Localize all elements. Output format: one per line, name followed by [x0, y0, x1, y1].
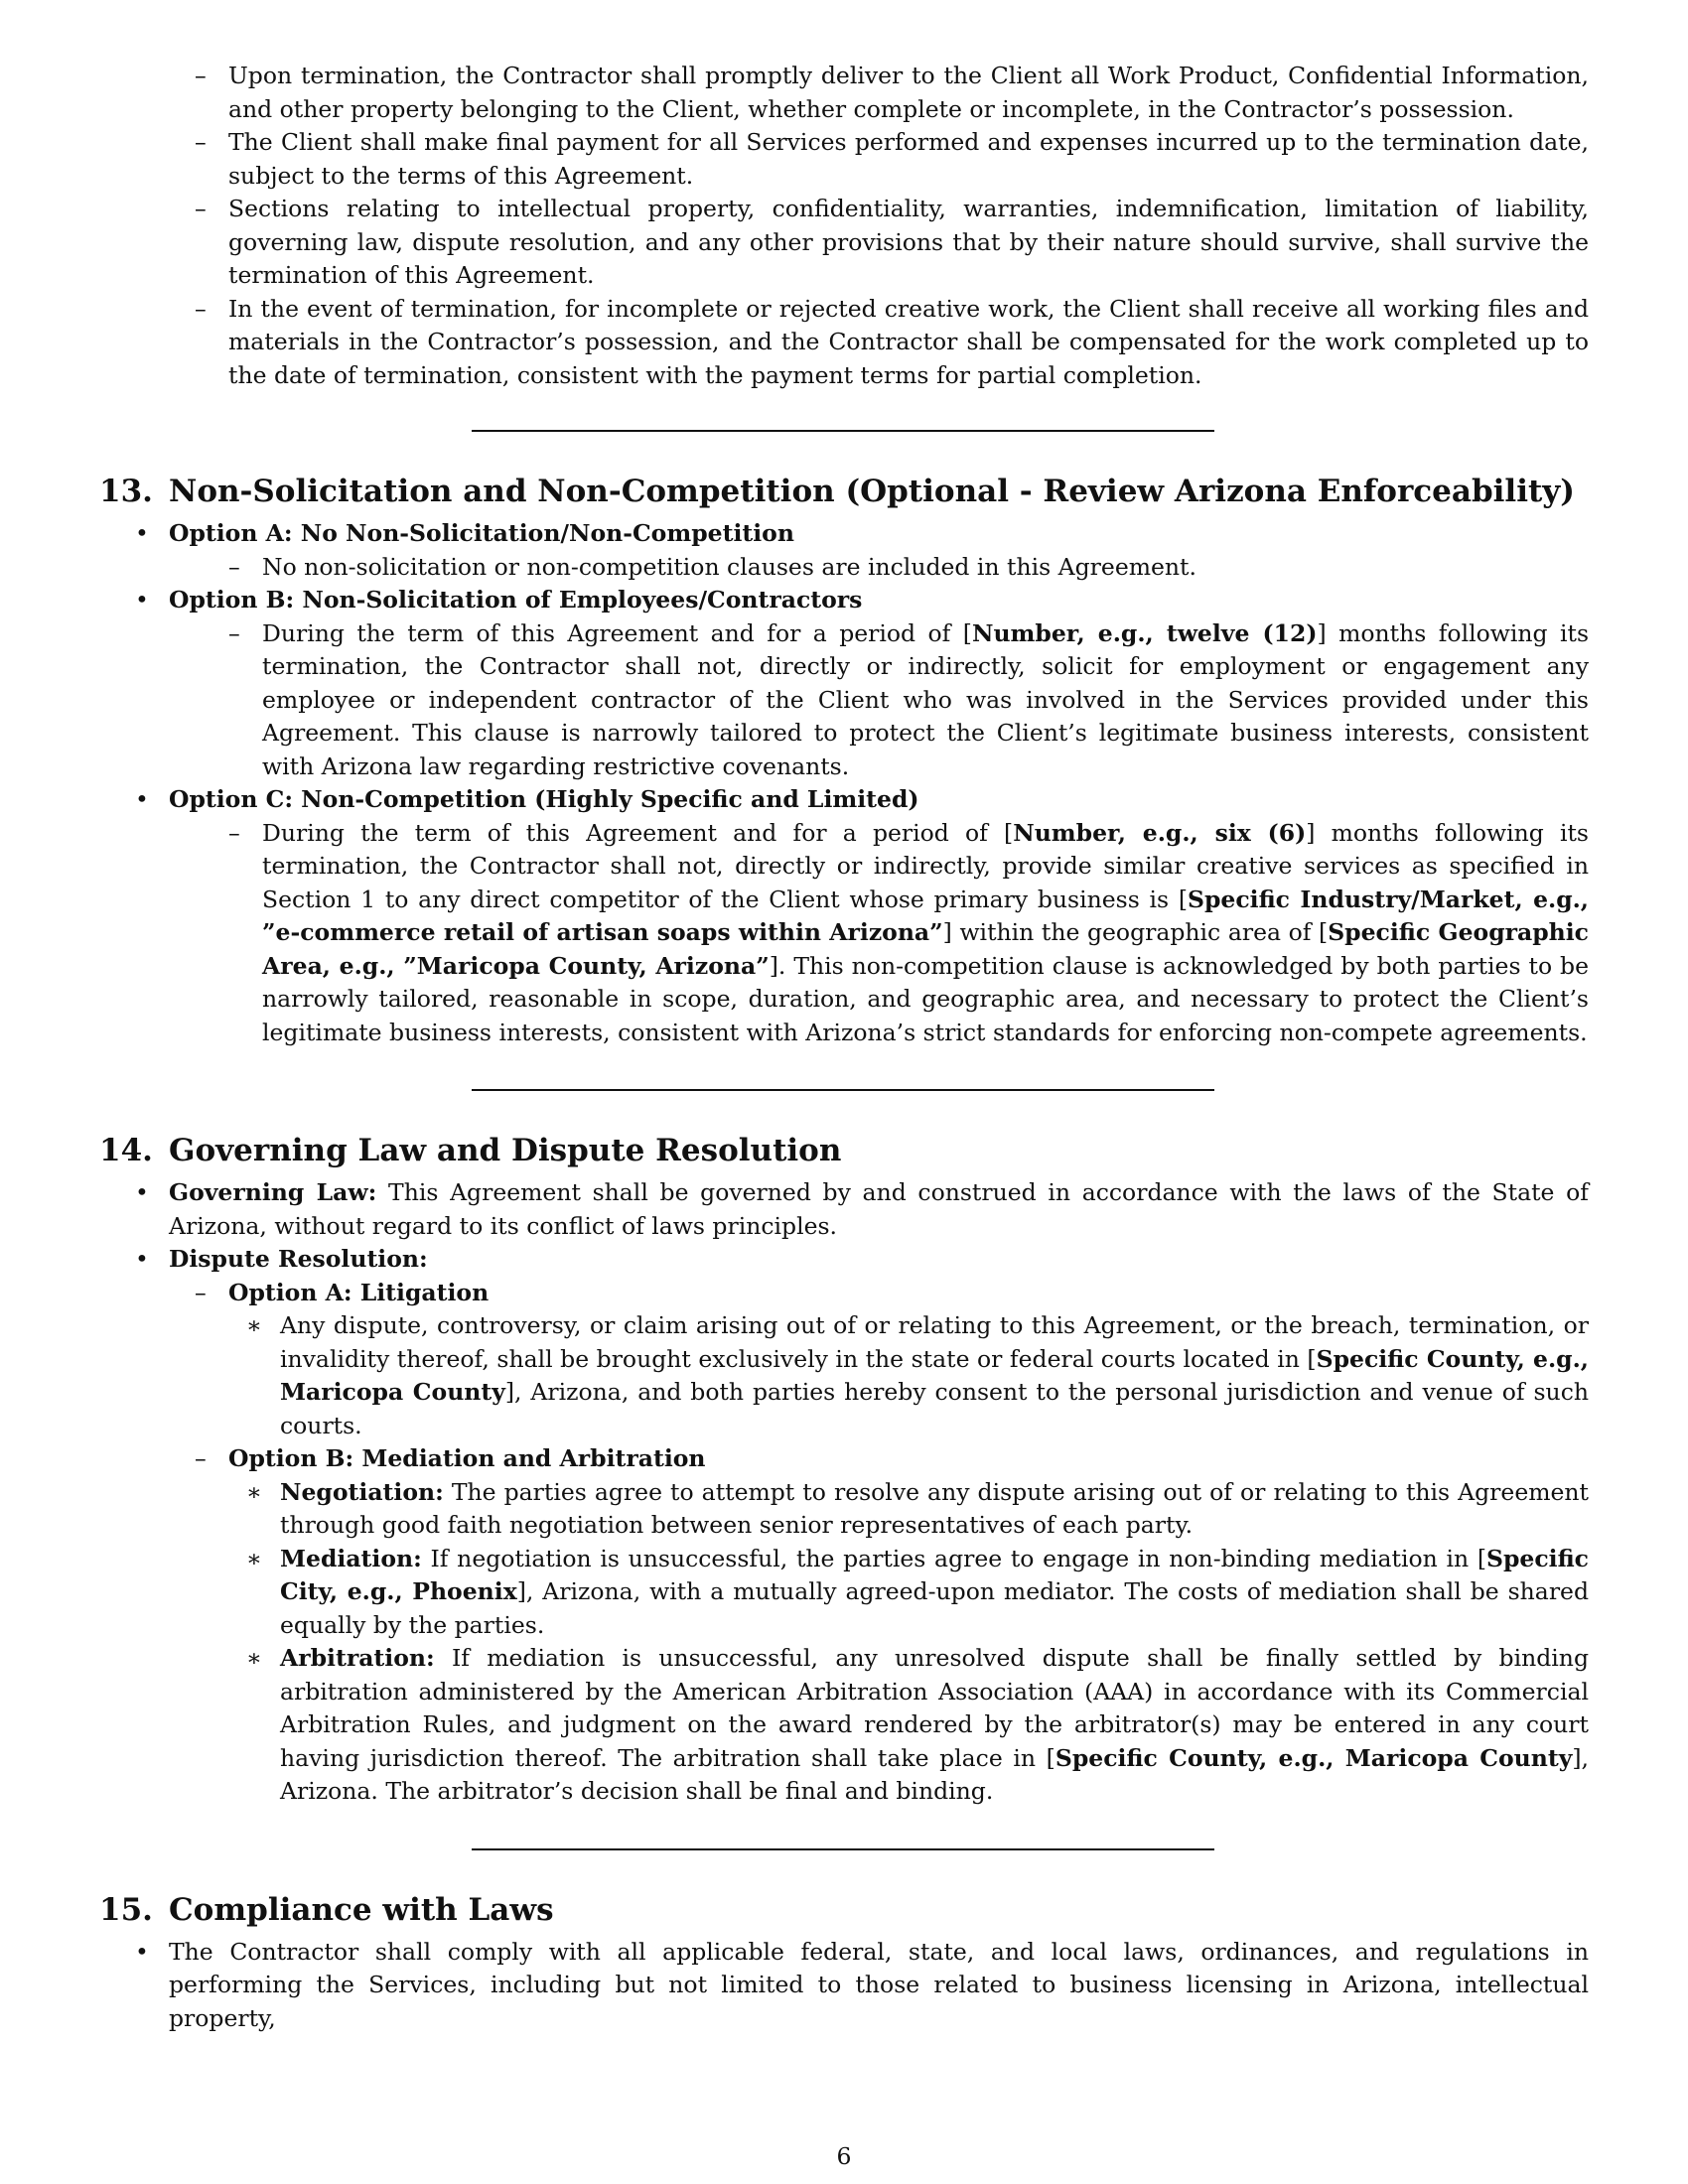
section-title: Governing Law and Dispute Resolution	[169, 1133, 842, 1168]
list-item	[195, 293, 1589, 393]
litigation-title: Option A: Litigation	[228, 1278, 490, 1306]
dash-marker: –	[195, 1278, 207, 1306]
bullet-marker: •	[135, 586, 149, 614]
list-item	[246, 1476, 1589, 1543]
list-item	[228, 617, 1589, 784]
governing-law-text: Governing Law: This Agreement shall be governed by and construed in accordance with the laws of the State of Arizona, without regard to its conflict of laws principles.	[169, 1178, 1589, 1240]
star-marker: ∗	[246, 1477, 262, 1506]
dispute-resolution-label: Dispute Resolution:	[169, 1245, 428, 1273]
section-divider	[472, 1848, 1214, 1850]
list-item	[195, 193, 1589, 293]
list-item	[246, 1309, 1589, 1442]
section-title: Compliance with Laws	[169, 1891, 554, 1928]
list-item	[228, 551, 1589, 585]
star-marker: ∗	[246, 1644, 262, 1672]
option-c-title: Option C: Non-Competition (Highly Specific and Limited)	[169, 785, 919, 813]
termination-item-3: Sections relating to intellectual property, confidentiality, warranties, indemnification, limitation of liability, governing law, dispute resolution, and any other provisions that by their nature should survive, shall survive the termination of this Agreement.	[228, 195, 1589, 289]
dispute-resolution-item	[135, 1243, 1589, 1809]
list-item	[195, 1442, 1589, 1809]
star-marker: ∗	[246, 1544, 262, 1572]
dash-marker: –	[195, 128, 207, 156]
mediation-text: Mediation: If negotiation is unsuccessful, the parties agree to engage in non-binding mediation in [Specific City, e.g., Phoenix], Arizona, with a mutually agreed-upon mediator. The costs of mediation shall be shared equally by the parties.	[280, 1544, 1589, 1639]
mediation-arbitration-title: Option B: Mediation and Arbitration	[228, 1444, 706, 1472]
list-item	[195, 126, 1589, 193]
bullet-marker: •	[135, 785, 149, 813]
section-divider	[472, 430, 1214, 432]
negotiation-text: Negotiation: The parties agree to attempt to resolve any dispute arising out of or relating to this Agreement through good faith negotiation between senior representatives of each party.	[280, 1477, 1589, 1539]
termination-item-1: Upon termination, the Contractor shall promptly deliver to the Client all Work Product, Confidential Information, and other property belonging to the Client, whether complete or incomplete, in the Contractor’s possession.	[228, 62, 1589, 123]
section-title: Non-Solicitation and Non-Competition (Optional - Review Arizona Enforceability)	[169, 474, 1575, 509]
bullet-marker: •	[135, 1937, 149, 1966]
section-13-heading	[99, 472, 1589, 511]
option-c	[135, 783, 1589, 1049]
star-marker: ∗	[246, 1311, 262, 1339]
list-item	[195, 60, 1589, 126]
dash-marker: –	[228, 552, 240, 581]
option-a-title: Option A: No Non-Solicitation/Non-Competition	[169, 519, 794, 547]
dash-marker: –	[195, 1444, 207, 1472]
termination-item-2: The Client shall make final payment for all Services performed and expenses incurred up to the termination date, subject to the terms of this Agreement.	[228, 128, 1589, 190]
dash-marker: –	[195, 62, 207, 89]
arbitration-text: Arbitration: If mediation is unsuccessful, any unresolved dispute shall be finally settled by binding arbitration administered by the American Arbitration Association (AAA) in accordance with its Commercial Arbitration Rules, and judgment on the award rendered by the arbitrator(s) may be entered in any court having jurisdiction thereof. The arbitration shall take place in [Specific County, e.g., Maricopa County], Arizona. The arbitrator’s decision shall be final and binding.	[280, 1644, 1590, 1805]
document-page	[99, 60, 1589, 2035]
bullet-marker: •	[135, 1245, 149, 1273]
bullet-marker: •	[135, 1178, 149, 1206]
dash-marker: –	[228, 818, 240, 847]
termination-item-4: In the event of termination, for incomplete or rejected creative work, the Client shall receive all working files and materials in the Contractor’s possession, and the Contractor shall be compensated for the work completed up to the date of termination, consistent with the payment terms for partial completion.	[228, 294, 1589, 389]
option-b-text: During the term of this Agreement and for a period of [Number, e.g., twelve (12)] months following its termination, the Contractor shall not, directly or indirectly, solicit for employment or engagement any employee or independent contractor of the Client who was involved in the Services provided under this Agreement. This clause is narrowly tailored to protect the Client’s legitimate business interests, consistent with Arizona law regarding restrictive covenants.	[262, 618, 1590, 780]
option-a	[135, 517, 1589, 584]
dash-marker: –	[195, 294, 207, 323]
option-c-text: During the term of this Agreement and for a period of [Number, e.g., six (6)] months following its termination, the Contractor shall not, directly or indirectly, provide similar creative services as specified in Section 1 to any direct competitor of the Client whose primary business is [Specific Industry/Market, e.g., ”e-commerce retail of artisan soaps within Arizona”] within the geographic area of [Specific Geographic Area, e.g., ”Maricopa County, Arizona”]. This non-competition clause is acknowledged by both parties to be narrowly tailored, reasonable in scope, duration, and geographic area, and necessary to protect the Client’s legitimate business interests, consistent with Arizona’s strict standards for enforcing non-compete agreements.	[262, 818, 1590, 1046]
list-item	[195, 1277, 1589, 1443]
section-number: 14.	[99, 1133, 153, 1168]
section-14-heading	[99, 1131, 1589, 1170]
dash-marker: –	[195, 195, 207, 222]
option-a-text: No non-solicitation or non-competition clauses are included in this Agreement.	[262, 552, 1196, 581]
page-number: 6	[836, 2142, 852, 2170]
compliance-item	[135, 1936, 1589, 2036]
section-divider	[472, 1089, 1214, 1091]
section-15-heading	[99, 1890, 1589, 1930]
bullet-marker: •	[135, 519, 149, 547]
section-number: 15.	[99, 1891, 153, 1928]
option-b	[135, 584, 1589, 783]
litigation-text: Any dispute, controversy, or claim arising out of or relating to this Agreement, or the breach, termination, or invalidity thereof, shall be brought exclusively in the state or federal courts located in [Specific County, e.g., Maricopa County], Arizona, and both parties hereby consent to the personal jurisdiction and venue of such courts.	[280, 1311, 1589, 1439]
list-item	[246, 1543, 1589, 1643]
dash-marker: –	[228, 618, 240, 647]
compliance-text: The Contractor shall comply with all applicable federal, state, and local laws, ordinances, and regulations in performing the Services, including but not limited to those related to business licensing in Arizona, intellectual property,	[169, 1937, 1589, 2032]
governing-law-item	[135, 1176, 1589, 1243]
section-number: 13.	[99, 474, 153, 509]
list-item	[228, 817, 1589, 1050]
option-b-title: Option B: Non-Solicitation of Employees/Contractors	[169, 586, 863, 614]
list-item	[246, 1642, 1589, 1809]
termination-list	[99, 60, 1589, 392]
